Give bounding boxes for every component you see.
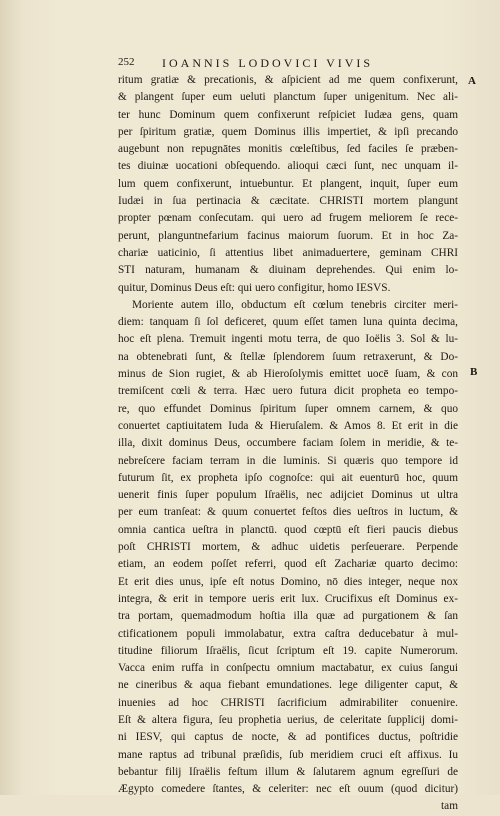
text-line: tes diuinæ uocationi obſequendo. alioqui cæci ſunt, nec unquam il- <box>118 160 458 173</box>
text-line: bebantur filij Iſraëlis feſtum illum & ſalutarem agnum egreſſuri de <box>118 765 458 778</box>
text-line: uenerit finis ſuper populum Iſraëlis, nec adijciet Dominus ut ultra <box>118 489 458 502</box>
text-line: re, quo effundet Dominus ſpiritum ſuper omnem carnem, & quo <box>118 402 458 415</box>
text-line: tam <box>441 800 458 813</box>
text-line: tremiſcent cœli & terra. Hæc uero futura dicit propheta eo tempo- <box>118 385 458 398</box>
running-title: IOANNIS LODOVICI VIVIS <box>162 56 374 70</box>
text-line: ne cineribus & aqua fiebant emundationes. lege diligenter caput, & <box>118 679 458 692</box>
text-line: tra portam, quemadmodum hoſtia illa quæ ad purgationem & ſan <box>118 610 458 623</box>
text-line: nebreſcere faciam terram in die luminis. Si quæris quo tempore id <box>118 454 458 467</box>
text-line: minus de Sion rugiet, & ab Hieroſolymis emittet uocē ſuam, & con <box>118 368 458 381</box>
text-line: per eum tranſeat: & quum conuertet feſtos dies ueſtros in luctum, & <box>118 506 458 519</box>
text-line: etiam, an eodem poſſet referri, quod eſt Zachariæ quarto decimo: <box>118 558 458 571</box>
text-line: inuenies ad hoc CHRISTI ſacrificium admirabiliter conuenire. <box>118 696 458 709</box>
text-line: propter pœnam conſecutam. qui uero ad frugem meliorem ſe rece- <box>118 212 458 225</box>
page-header <box>118 56 454 72</box>
text-line: ter hunc Dominum quem confixerunt reſpiciet Iudæa gens, quam <box>118 108 458 121</box>
text-line: poſt CHRISTI mortem, & adhuc uidetis perſeuerare. Perpende <box>118 541 458 554</box>
margin-note-a: A <box>468 75 476 87</box>
text-line: ritum gratiæ & precationis, & aſpicient ad me quem confixerunt, <box>118 74 458 86</box>
text-line: ni IESV, qui captus de nocte, & ad pontifices ductus, poſtridie <box>118 731 458 744</box>
text-line: per ſpiritum gratiæ, quem Dominus illis impertiet, & ipſi precando <box>118 125 458 138</box>
text-line: titudine filiorum Iſraëlis, ſicut ſcriptum eſt 19. capite Numerorum. <box>118 644 458 657</box>
text-line: STI naturam, humanam & diuinam deprehendes. Qui enim lo- <box>118 264 458 277</box>
text-line: integra, & erit in tempore ueris erit lux. Crucifixus eſt Dominus ex- <box>118 592 458 605</box>
text-line: Vacca enim ruffa in conſpectu omnium mactabatur, ex cuius ſangui <box>118 662 458 675</box>
text-line: ctificationem populi immolabatur, extra caſtra deducebatur à mul- <box>118 627 458 640</box>
text-line: lum quem confixerunt, intuebuntur. Et plangent, inquit, ſuper eum <box>118 177 458 190</box>
text-line: Et erit dies unus, ipſe eſt notus Domino, nō dies integer, neque nox <box>118 575 458 588</box>
text-line: Ægypto comedere ſtantes, & celeriter: nec eſt ouum (quod dicitur) <box>118 783 458 796</box>
text-line: omnia cantica ueſtra in planctū. quod cœptū eſt fieri paucis diebus <box>118 523 458 536</box>
text-line: illa, dixit dominus Deus, occumbere faciam ſolem in meridie, & te- <box>118 437 458 450</box>
text-line: hoc eſt plena. Tremuit ingenti motu terra, de quo Ioëlis 3. Sol & lu- <box>118 333 458 346</box>
text-line: chariæ uaticinio, ſi attentius libet animaduertere, geminam CHRI <box>118 246 458 259</box>
text-line: diem: tanquam ſi ſol deficeret, quum eſſet tamen luna quinta decima, <box>118 316 458 329</box>
text-line: quitur, Dominus Deus eſt: qui uero configitur, homo IESVS. <box>118 281 391 294</box>
text-line: augebunt non repugnātes monitis cœleſtibus, ſed faciles ſe præben- <box>118 143 458 156</box>
text-line: na obtenebrati ſunt, & ſtellæ ſplendorem ſuum retraxerunt, & Do- <box>118 350 458 363</box>
text-line: futurum ſit, ex propheta ipſo cognoſce: qui ait euenturū hoc, quum <box>118 471 458 484</box>
text-line: mane raptus ad tribunal præſidis, ſub meridiem cruci eſt affixus. Iu <box>118 748 458 761</box>
text-line: conuertet captiuitatem Iuda & Hieruſalem. & Amos 8. Et erit in die <box>118 419 458 432</box>
text-line: Moriente autem illo, obductum eſt cœlum tenebris circiter meri- <box>132 298 458 311</box>
text-line: & plangent ſuper eum ueluti planctum ſuper unigenitum. Nec ali- <box>118 91 458 104</box>
text-line: Eſt & altera figura, ſeu prophetia uerius, de celeritate ſupplicij domi- <box>118 713 458 726</box>
body-text <box>118 72 458 816</box>
page-number: 252 <box>118 56 135 68</box>
margin-note-b: B <box>470 366 478 378</box>
text-line: perunt, planguntnefarium facinus maiorum ſuorum. Et in hoc Za- <box>118 229 458 242</box>
text-line: Iudæi in ſua pertinacia & cæcitate. CHRISTI mortem plangunt <box>118 195 458 208</box>
